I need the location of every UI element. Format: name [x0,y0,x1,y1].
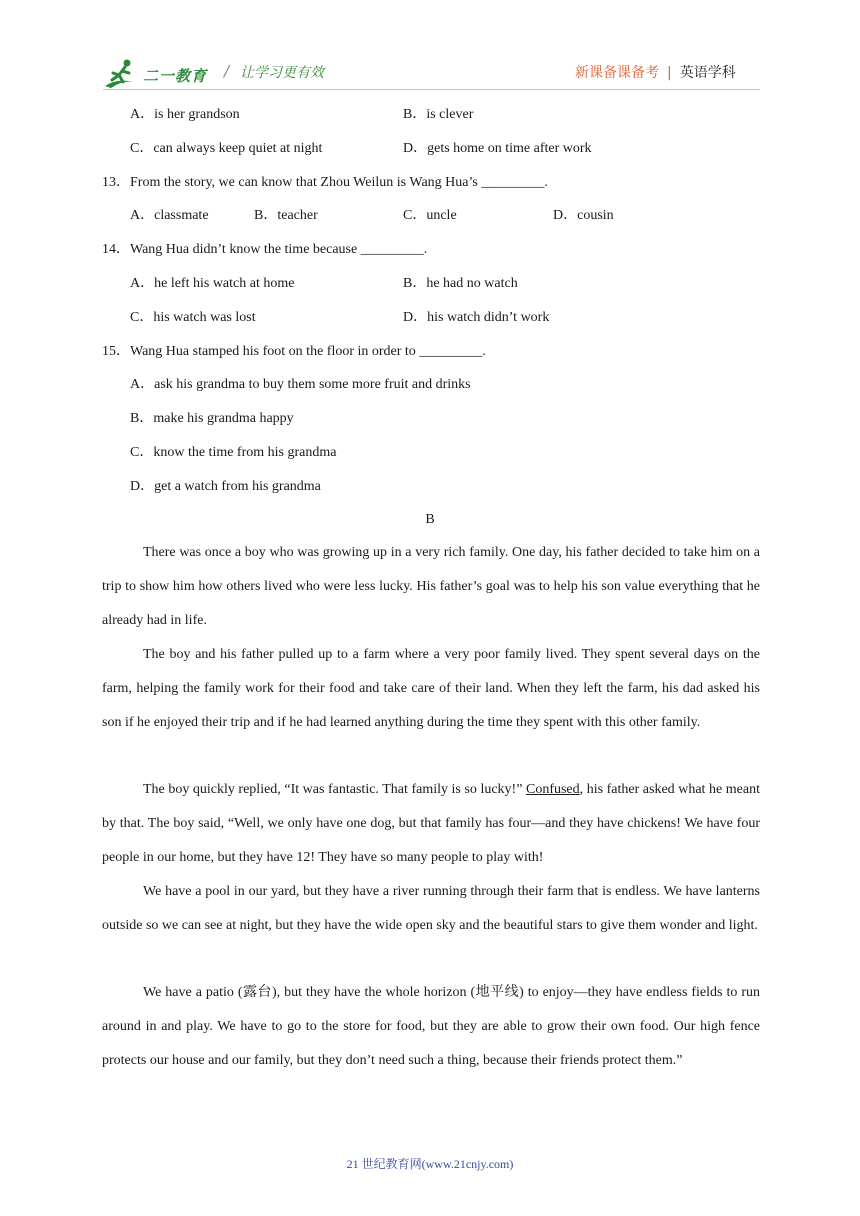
q13-option-a: A．classmate [130,208,209,223]
logo-text: 二一教育 [143,67,208,85]
paragraph-3-end: , his father asked what he meant by that. The boy said, “Well, we only have one dog, but that family has four—and they have chickens! We have four people in our home, but they have 12! They have so many people to play with! [102,782,760,865]
q15-stem: 15．Wang Hua stamped his foot on the floor in order to _________. [102,344,486,359]
q15-option-c: C．know the time from his grandma [130,445,337,460]
q12-option-c: C．can always keep quiet at night [130,141,323,156]
runner-logo-icon [103,58,143,90]
paragraph-3-start: The boy quickly replied, “It was fantastic. That family is so lucky!” [143,782,526,797]
section-heading: B [425,512,435,527]
logo [103,58,215,90]
q12-option-b: B．is clever [403,107,474,122]
passage-paragraph-2: The boy and his father pulled up to a farm where a very poor family lived. They spent several days on the farm, helping the family work for their food and take care of their land. When they left the farm, his dad asked his son if he enjoyed their trip and if he had learned anything during the time they spent with this other family. [102,647,760,730]
q14-option-b: B．he had no watch [403,276,518,291]
header-course-info [575,62,736,82]
q13-option-d: D．cousin [553,208,614,223]
q15-option-d: D．get a watch from his grandma [130,479,321,494]
passage-paragraph-5: We have a patio (露台), but they have the whole horizon (地平线) to enjoy—they have endless fields to run around in and play. We have to go to the store for food, but they are able to grow their own food. Our high fence protects our house and our family, but they don’t need such a thing, because their friends protect them.” [102,985,760,1068]
q14-stem: 14．Wang Hua didn’t know the time because _________. [102,242,428,257]
q12-option-a: A．is her grandson [130,107,240,122]
q13-option-b: B．teacher [254,208,318,223]
q13-stem: 13．From the story, we can know that Zhou Weilun is Wang Hua’s _________. [102,175,548,190]
slogan-divider: / [224,62,230,80]
subject-label: 英语学科 [679,65,736,81]
q15-option-a: A．ask his grandma to buy them some more fruit and drinks [130,377,471,392]
underlined-word: Confused [525,782,580,797]
q14-option-c: C．his watch was lost [130,310,256,325]
q12-option-d: D．gets home on time after work [403,141,592,156]
q14-option-a: A．he left his watch at home [130,276,295,291]
header-divider [103,89,760,90]
q15-option-b: B．make his grandma happy [130,411,294,426]
passage-paragraph-1: There was once a boy who was growing up in a very rich family. One day, his father decided to take him on a trip to show him how others lived who were less lucky. His father’s goal was to help his son value everything that he already had in life. [102,545,760,628]
course-label: 新课备课备考 [575,65,659,81]
passage-paragraph-4: We have a pool in our yard, but they have a river running through their farm that is endless. We have lanterns outside so we can see at night, but they have the wide open sky and the beautiful stars to give them wonder and light. [102,884,760,933]
page-header [0,0,860,95]
passage-paragraph-3 [102,773,760,874]
q14-option-d: D．his watch didn’t work [403,310,550,325]
q13-option-c: C．uncle [403,208,457,223]
slogan: 让学习更有效 [240,65,324,81]
header-separator: | [667,65,672,81]
page-footer: 21 世纪教育网(www.21cnjy.com) [346,1157,514,1171]
